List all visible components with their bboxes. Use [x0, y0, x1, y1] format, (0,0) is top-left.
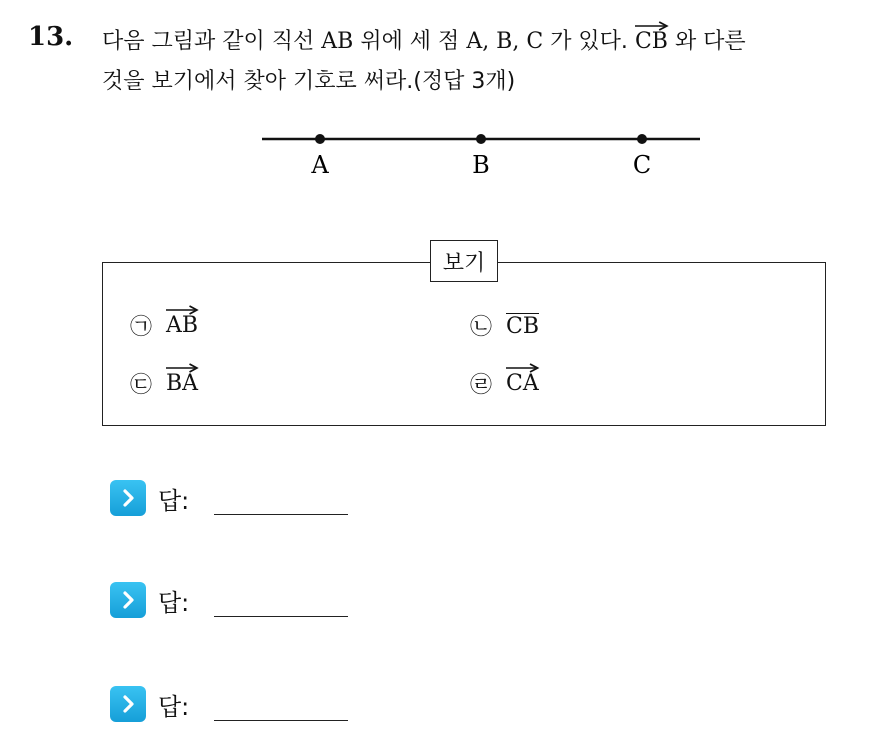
option-4 [470, 368, 539, 399]
option-vector [506, 371, 539, 396]
option-mark: ㉠ [130, 315, 153, 340]
option-mark: ㉣ [470, 373, 493, 398]
answer-row-2 [110, 582, 189, 618]
chevron-right-icon [110, 686, 146, 722]
question-text-part: 위에 세 점 [360, 29, 460, 54]
answer-row-1 [110, 480, 189, 516]
point-b-label: B [472, 151, 490, 179]
bogi-box [102, 262, 826, 426]
bogi-title: 보기 [430, 240, 498, 282]
question-text-part: 다음 그림과 같이 직선 [102, 29, 315, 54]
vector-arrow-icon [166, 305, 198, 315]
answer-blank[interactable] [214, 514, 348, 515]
vector-label: CB [634, 29, 668, 54]
option-vector [166, 313, 198, 338]
answer-label: 답: [158, 692, 190, 721]
question-text-part: 가 있다. [550, 29, 628, 54]
answer-blank[interactable] [214, 720, 348, 721]
point-b-dot [476, 134, 486, 144]
question-number: 13. [28, 22, 74, 52]
option-2 [470, 310, 539, 341]
option-1 [130, 310, 198, 341]
answer-blank[interactable] [214, 616, 348, 617]
option-text: AB [166, 313, 199, 338]
option-text: CA [506, 371, 539, 396]
vector-arrow-icon [506, 363, 539, 373]
question-text-line2: 것을 보기에서 찾아 기호로 써라.(정답 3개) [102, 69, 516, 94]
vector-arrow-icon [635, 21, 668, 31]
point-a-dot [315, 134, 325, 144]
answer-label: 답: [158, 486, 190, 515]
option-segment: CB [506, 313, 540, 339]
chevron-right-icon [110, 480, 146, 516]
vector-arrow-icon [166, 363, 198, 373]
option-text: BA [166, 371, 199, 396]
option-3 [130, 368, 198, 399]
chevron-right-icon [110, 582, 146, 618]
point-names: A, B, C [466, 29, 544, 54]
question-text-line1 [102, 24, 746, 55]
option-vector [166, 371, 198, 396]
answer-row-3 [110, 686, 189, 722]
answer-label: 답: [158, 588, 190, 617]
point-c-dot [637, 134, 647, 144]
point-a-label: A [311, 151, 329, 179]
question-text-part: 와 다른 [674, 29, 746, 54]
option-mark: ㉢ [130, 373, 153, 398]
vector-cb [635, 29, 668, 54]
line-figure [250, 118, 710, 188]
option-mark: ㉡ [470, 315, 493, 340]
point-c-label: C [632, 151, 652, 179]
line-name: AB [321, 29, 354, 54]
